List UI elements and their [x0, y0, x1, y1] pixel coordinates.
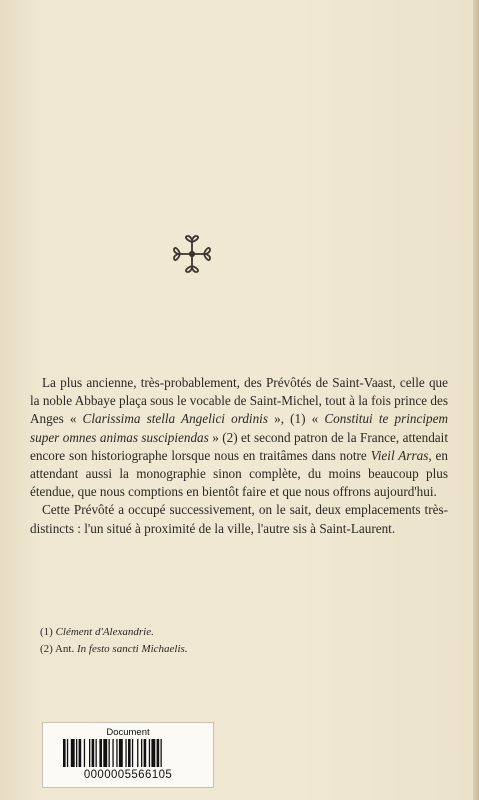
body-text — [30, 374, 448, 538]
book-title: Vieil Arras — [370, 447, 429, 463]
barcode-title: Document — [106, 727, 150, 738]
latin-quote-2: Constitui te principem super omnes animas suscipiendas — [30, 411, 448, 445]
paragraph-2: Cette Prévôté a occupé successivement, on le sait, deux emplacements très-distincts : l'un situé à proximité de la ville, l'autre sis à Saint-Laurent. — [30, 502, 448, 536]
footnote-mark: (2) Ant. — [40, 642, 77, 655]
footnote-mark: (1) — [40, 626, 56, 638]
paragraph-1 — [30, 374, 448, 501]
text-run: La plus ancienne, très-probablement, des Prévôtés de Saint-Vaast, celle que la noble Abbaye plaça sous le vocable de Saint-Michel, tout à la fois prince des Anges « — [30, 375, 448, 427]
footnote-text: Clément d'Alexandrie. — [55, 626, 154, 638]
fleuron-cross-icon — [172, 234, 212, 274]
latin-quote-1: Clarissima stella Angelici ordinis — [82, 411, 268, 427]
barcode-number: 0000005566105 — [83, 769, 173, 781]
text-run: » (2) et second patron de la France, attendait encore son historiographe lorsque nous en traitâmes dans notre — [30, 429, 448, 463]
text-run: », (1) « — [267, 411, 325, 427]
footnote-1 — [40, 624, 440, 641]
barcode-label — [42, 722, 214, 788]
footnotes — [40, 624, 440, 657]
page-edge — [473, 0, 479, 800]
footnote-text: In festo sancti Michaelis. — [76, 642, 188, 655]
barcode-icon — [63, 739, 193, 767]
footnote-2 — [40, 641, 440, 658]
text-run: , en attendant aussi la monographie sinon complète, du moins beaucoup plus étendue, que nous comptions en bientôt faire et que nous offrons aujourd'hui. — [30, 447, 449, 500]
